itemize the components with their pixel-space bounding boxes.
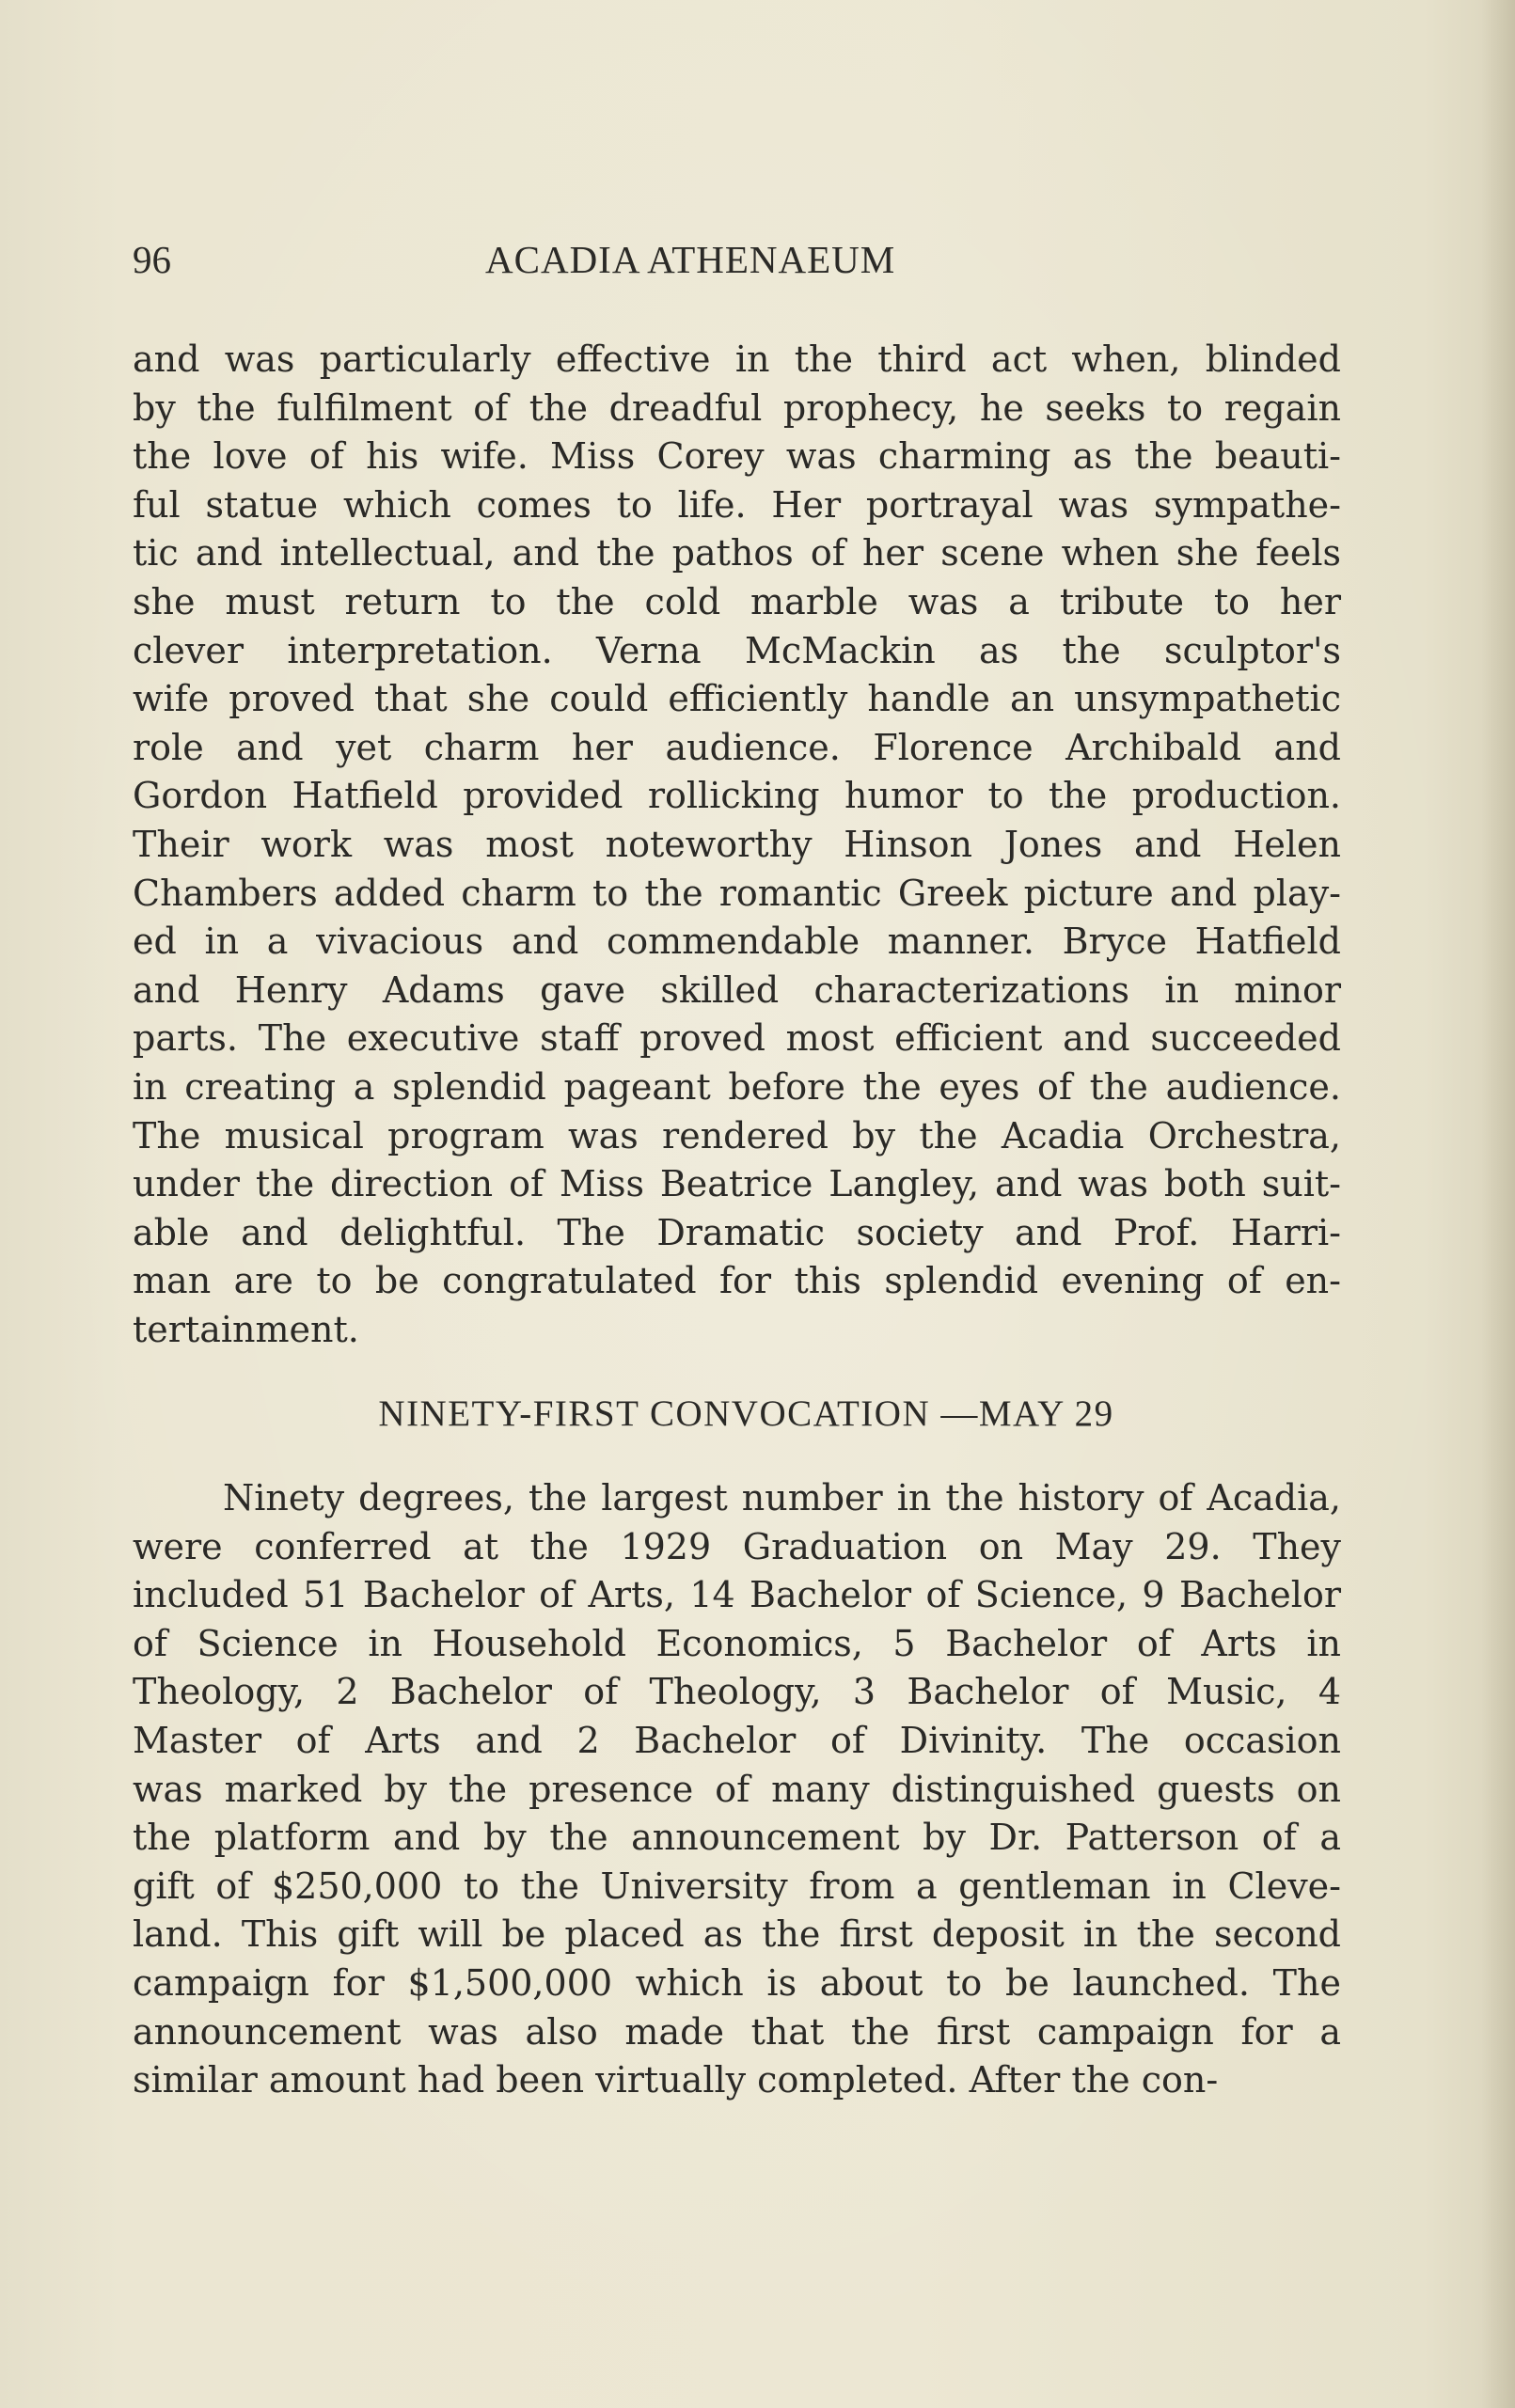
text-line: role and yet charm her audience. Florence Archibald and [133, 726, 1341, 768]
text-line: Theology, 2 Bachelor of Theology, 3 Bachelor of Music, 4 [133, 1671, 1341, 1713]
journal-title: ACADIA ATHENAEUM [485, 238, 896, 281]
text-line: and Henry Adams gave skilled characterizations in minor [133, 968, 1341, 1011]
text-line: in creating a splendid pageant before the eyes of the audience. [133, 1065, 1341, 1108]
text-line: under the direction of Miss Beatrice Langley, and was both suit- [133, 1163, 1341, 1205]
text-line: Gordon Hatfield provided rollicking humor to the production. [133, 775, 1341, 817]
section-heading: NINETY-FIRST CONVOCATION —MAY 29 [378, 1393, 1114, 1435]
text-line: The musical program was rendered by the Acadia Orchestra, [133, 1114, 1341, 1157]
text-line: and was particularly effective in the third act when, blinded [133, 338, 1341, 380]
text-line: were conferred at the 1929 Graduation on May 29. They [133, 1525, 1341, 1567]
text-line: gift of $250,000 to the University from a gentleman in Cleve- [133, 1865, 1341, 1907]
text-line: wife proved that she could efficiently handle an unsympathetic [133, 678, 1341, 720]
text-line: of Science in Household Economics, 5 Bachelor of Arts in [133, 1622, 1341, 1664]
text-line: tic and intellectual, and the pathos of her scene when she feels [133, 532, 1341, 574]
text-line: included 51 Bachelor of Arts, 14 Bachelor of Science, 9 Bachelor [133, 1574, 1341, 1616]
text-line: man are to be congratulated for this splendid evening of en- [133, 1260, 1341, 1302]
text-line: land. This gift will be placed as the first deposit in the second [133, 1913, 1341, 1956]
text-line: campaign for $1,500,000 which is about to be launched. The [133, 1962, 1341, 2004]
text-line: ed in a vivacious and commendable manner. Bryce Hatfield [133, 921, 1341, 963]
review-paragraph-end: tertainment. [133, 1308, 359, 1350]
text-line: Master of Arts and 2 Bachelor of Divinity. The occasion [133, 1720, 1341, 1762]
body-text [133, 336, 1341, 2105]
review-paragraph [133, 336, 1341, 1306]
page-number: 96 [133, 238, 171, 281]
text-line: Ninety degrees, the largest number in the history of Acadia, [223, 1477, 1341, 1519]
running-head [133, 237, 1341, 293]
text-line: parts. The executive staff proved most efficient and succeeded [133, 1017, 1341, 1060]
text-line: similar amount had been virtually completed. After the con- [133, 2059, 1219, 2101]
text-line: announcement was also made that the first campaign for a [133, 2010, 1341, 2053]
text-line: ful statue which comes to life. Her portrayal was sympathe- [133, 483, 1341, 526]
text-line: able and delightful. The Dramatic society and Prof. Harri- [133, 1211, 1341, 1253]
text-line: Chambers added charm to the romantic Greek picture and play- [133, 872, 1341, 914]
text-line: she must return to the cold marble was a tribute to her [133, 580, 1341, 622]
text-line: the platform and by the announcement by Dr. Patterson of a [133, 1817, 1341, 1859]
page-edge-shadow [1481, 0, 1515, 2408]
text-line: the love of his wife. Miss Corey was charming as the beauti- [133, 435, 1341, 478]
text-line: clever interpretation. Verna McMackin as the sculptor's [133, 629, 1341, 671]
convocation-paragraph [133, 1474, 1341, 2105]
text-line: Their work was most noteworthy Hinson Jones and Helen [133, 823, 1341, 865]
text-line: was marked by the presence of many distinguished guests on [133, 1768, 1341, 1810]
text-line: by the fulfilment of the dreadful prophecy, he seeks to regain [133, 386, 1341, 429]
